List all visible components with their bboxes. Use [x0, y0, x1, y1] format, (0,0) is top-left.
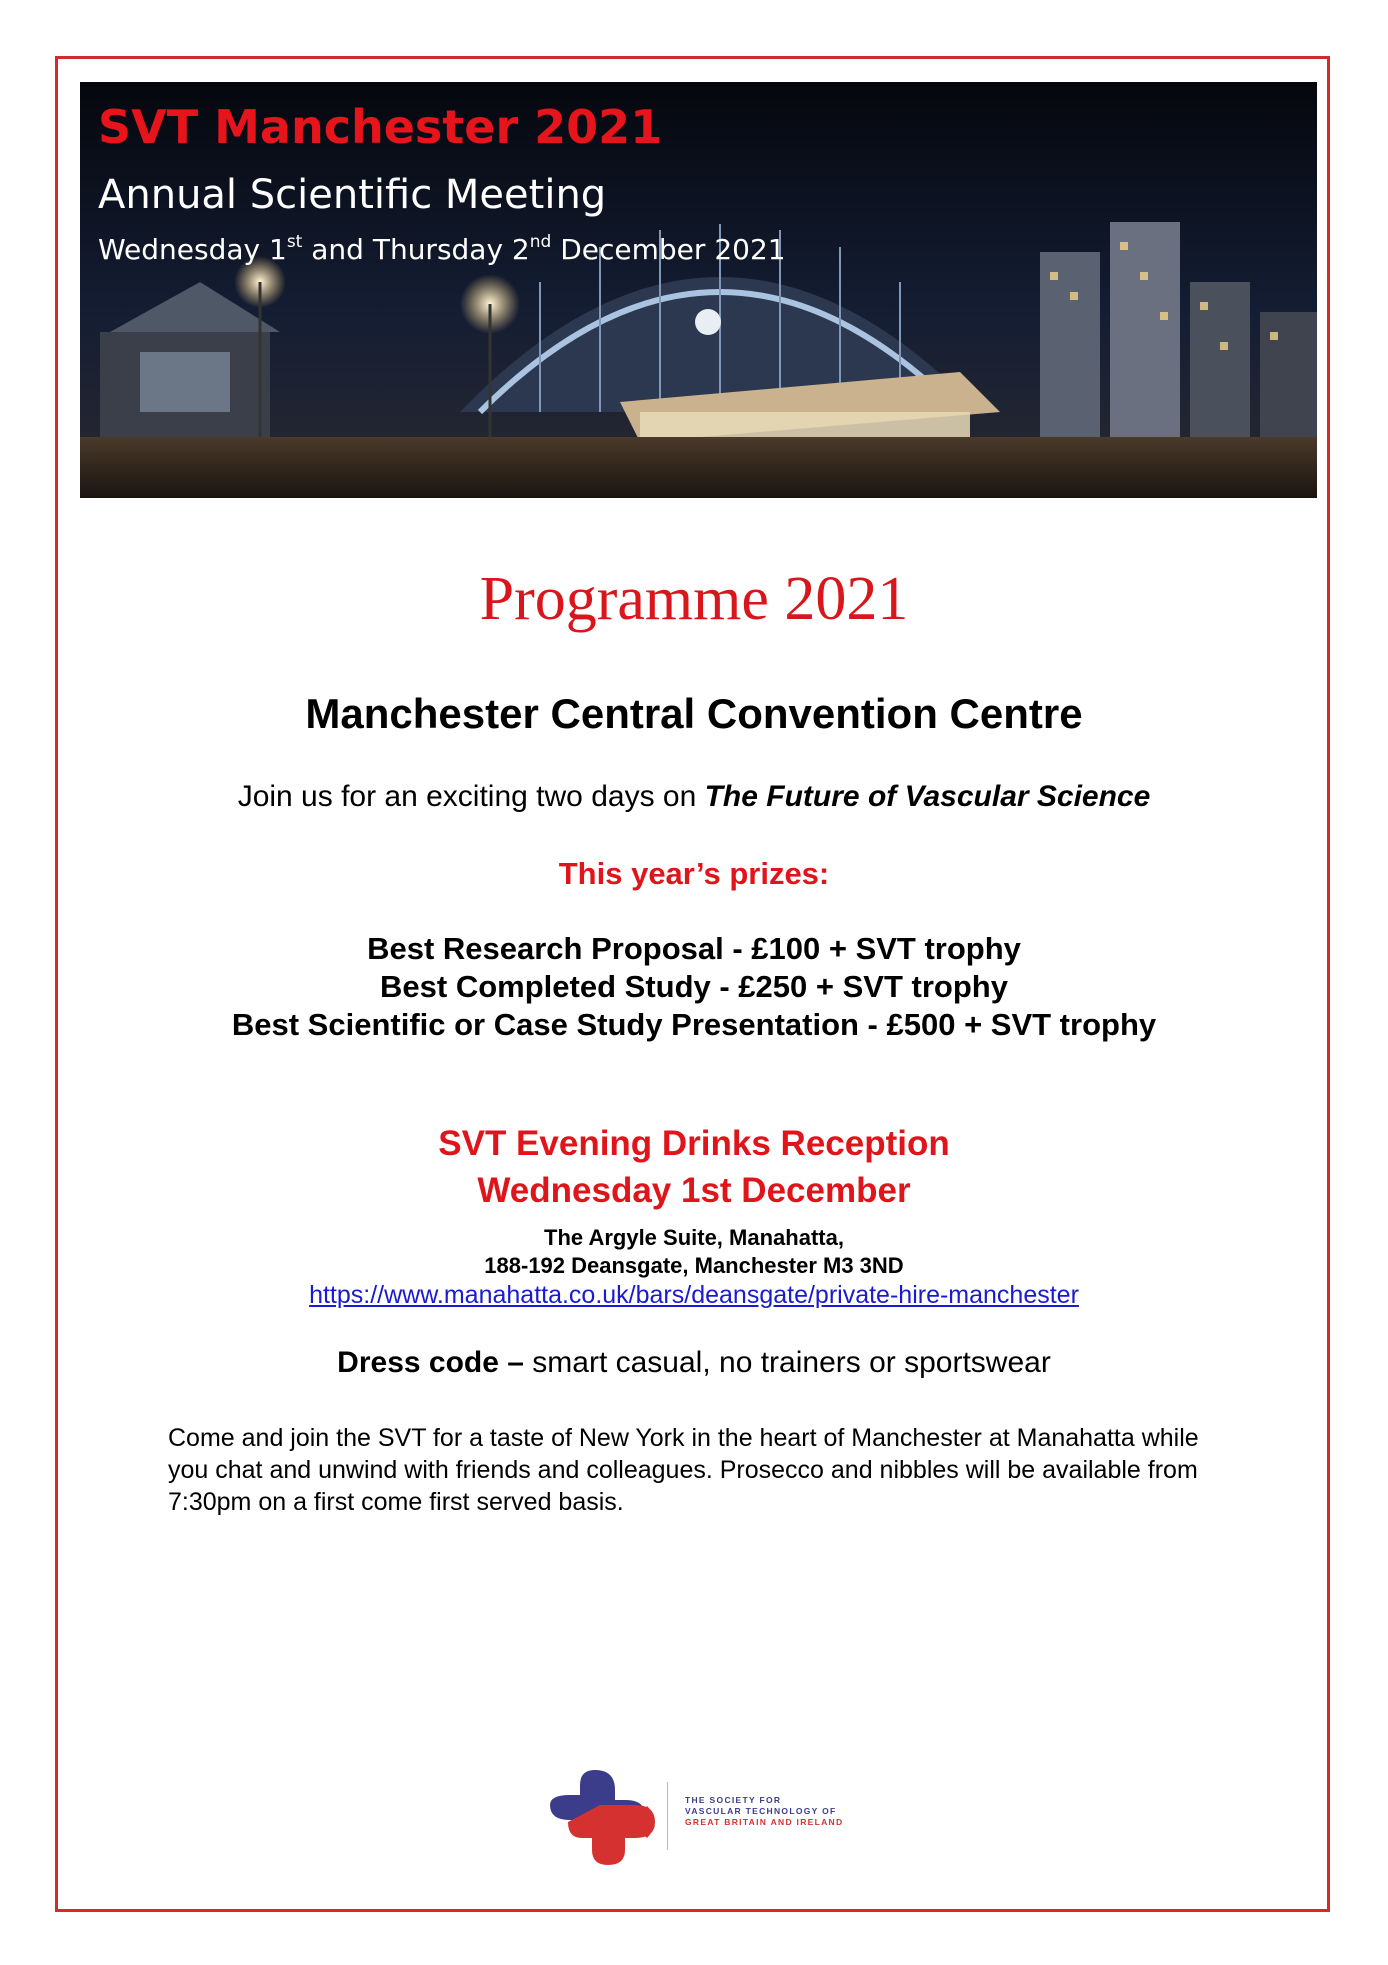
- reception-description: Come and join the SVT for a taste of New York in the heart of Manchester at Manahatta while you chat and unwind with friends and colleagues. Prosecco and nibbles will be available from 7:30pm on a first come first served basis.: [168, 1424, 1199, 1516]
- header-banner: [80, 82, 1317, 498]
- reception-date: Wednesday 1st December: [477, 1171, 911, 1210]
- join-line: [55, 780, 1333, 814]
- dress-code: [55, 1346, 1333, 1380]
- logo-line-1: THE SOCIETY FOR: [685, 1795, 782, 1805]
- dates-part1: Wednesday 1: [98, 233, 287, 266]
- logo-text: [685, 1795, 843, 1828]
- prize-item: Best Scientific or Case Study Presentation - £500 + SVT trophy: [231, 1007, 1157, 1042]
- programme-title: Programme 2021: [479, 565, 909, 633]
- venue-link[interactable]: https://www.manahatta.co.uk/bars/deansgate/private-hire-manchester: [309, 1281, 1079, 1309]
- logo-divider: [667, 1782, 668, 1850]
- prize-list: [55, 930, 1333, 1044]
- dates-sup1: st: [286, 232, 303, 252]
- svt-cross-logo-icon: [540, 1760, 665, 1870]
- reception-title: SVT Evening Drinks Reception: [438, 1124, 950, 1163]
- dress-code-text: smart casual, no trainers or sportswear: [523, 1346, 1051, 1379]
- logo-line-3: GREAT BRITAIN AND IRELAND: [685, 1817, 844, 1827]
- svt-logo: [540, 1760, 860, 1870]
- reception-address: [55, 1224, 1333, 1280]
- join-prefix: Join us for an exciting two days on: [237, 780, 705, 813]
- banner-title: SVT Manchester 2021: [98, 100, 663, 154]
- banner-subtitle: Annual Scientific Meeting: [98, 172, 607, 218]
- logo-line-2: VASCULAR TECHNOLOGY OF: [685, 1806, 837, 1816]
- dates-part3: December 2021: [551, 233, 786, 266]
- dates-part2: and Thursday 2: [302, 233, 530, 266]
- prize-item: Best Completed Study - £250 + SVT trophy: [380, 969, 1008, 1004]
- dates-sup2: nd: [529, 232, 552, 252]
- prize-item: Best Research Proposal - £100 + SVT trophy: [367, 931, 1021, 966]
- prizes-heading: This year’s prizes:: [558, 856, 830, 891]
- banner-dates: [98, 232, 786, 266]
- meeting-theme: The Future of Vascular Science: [704, 780, 1151, 813]
- dress-code-label: Dress code –: [337, 1346, 524, 1379]
- address-line-2: 188-192 Deansgate, Manchester M3 3ND: [484, 1253, 904, 1278]
- venue-heading: Manchester Central Convention Centre: [305, 690, 1083, 737]
- address-line-1: The Argyle Suite, Manahatta,: [544, 1225, 844, 1250]
